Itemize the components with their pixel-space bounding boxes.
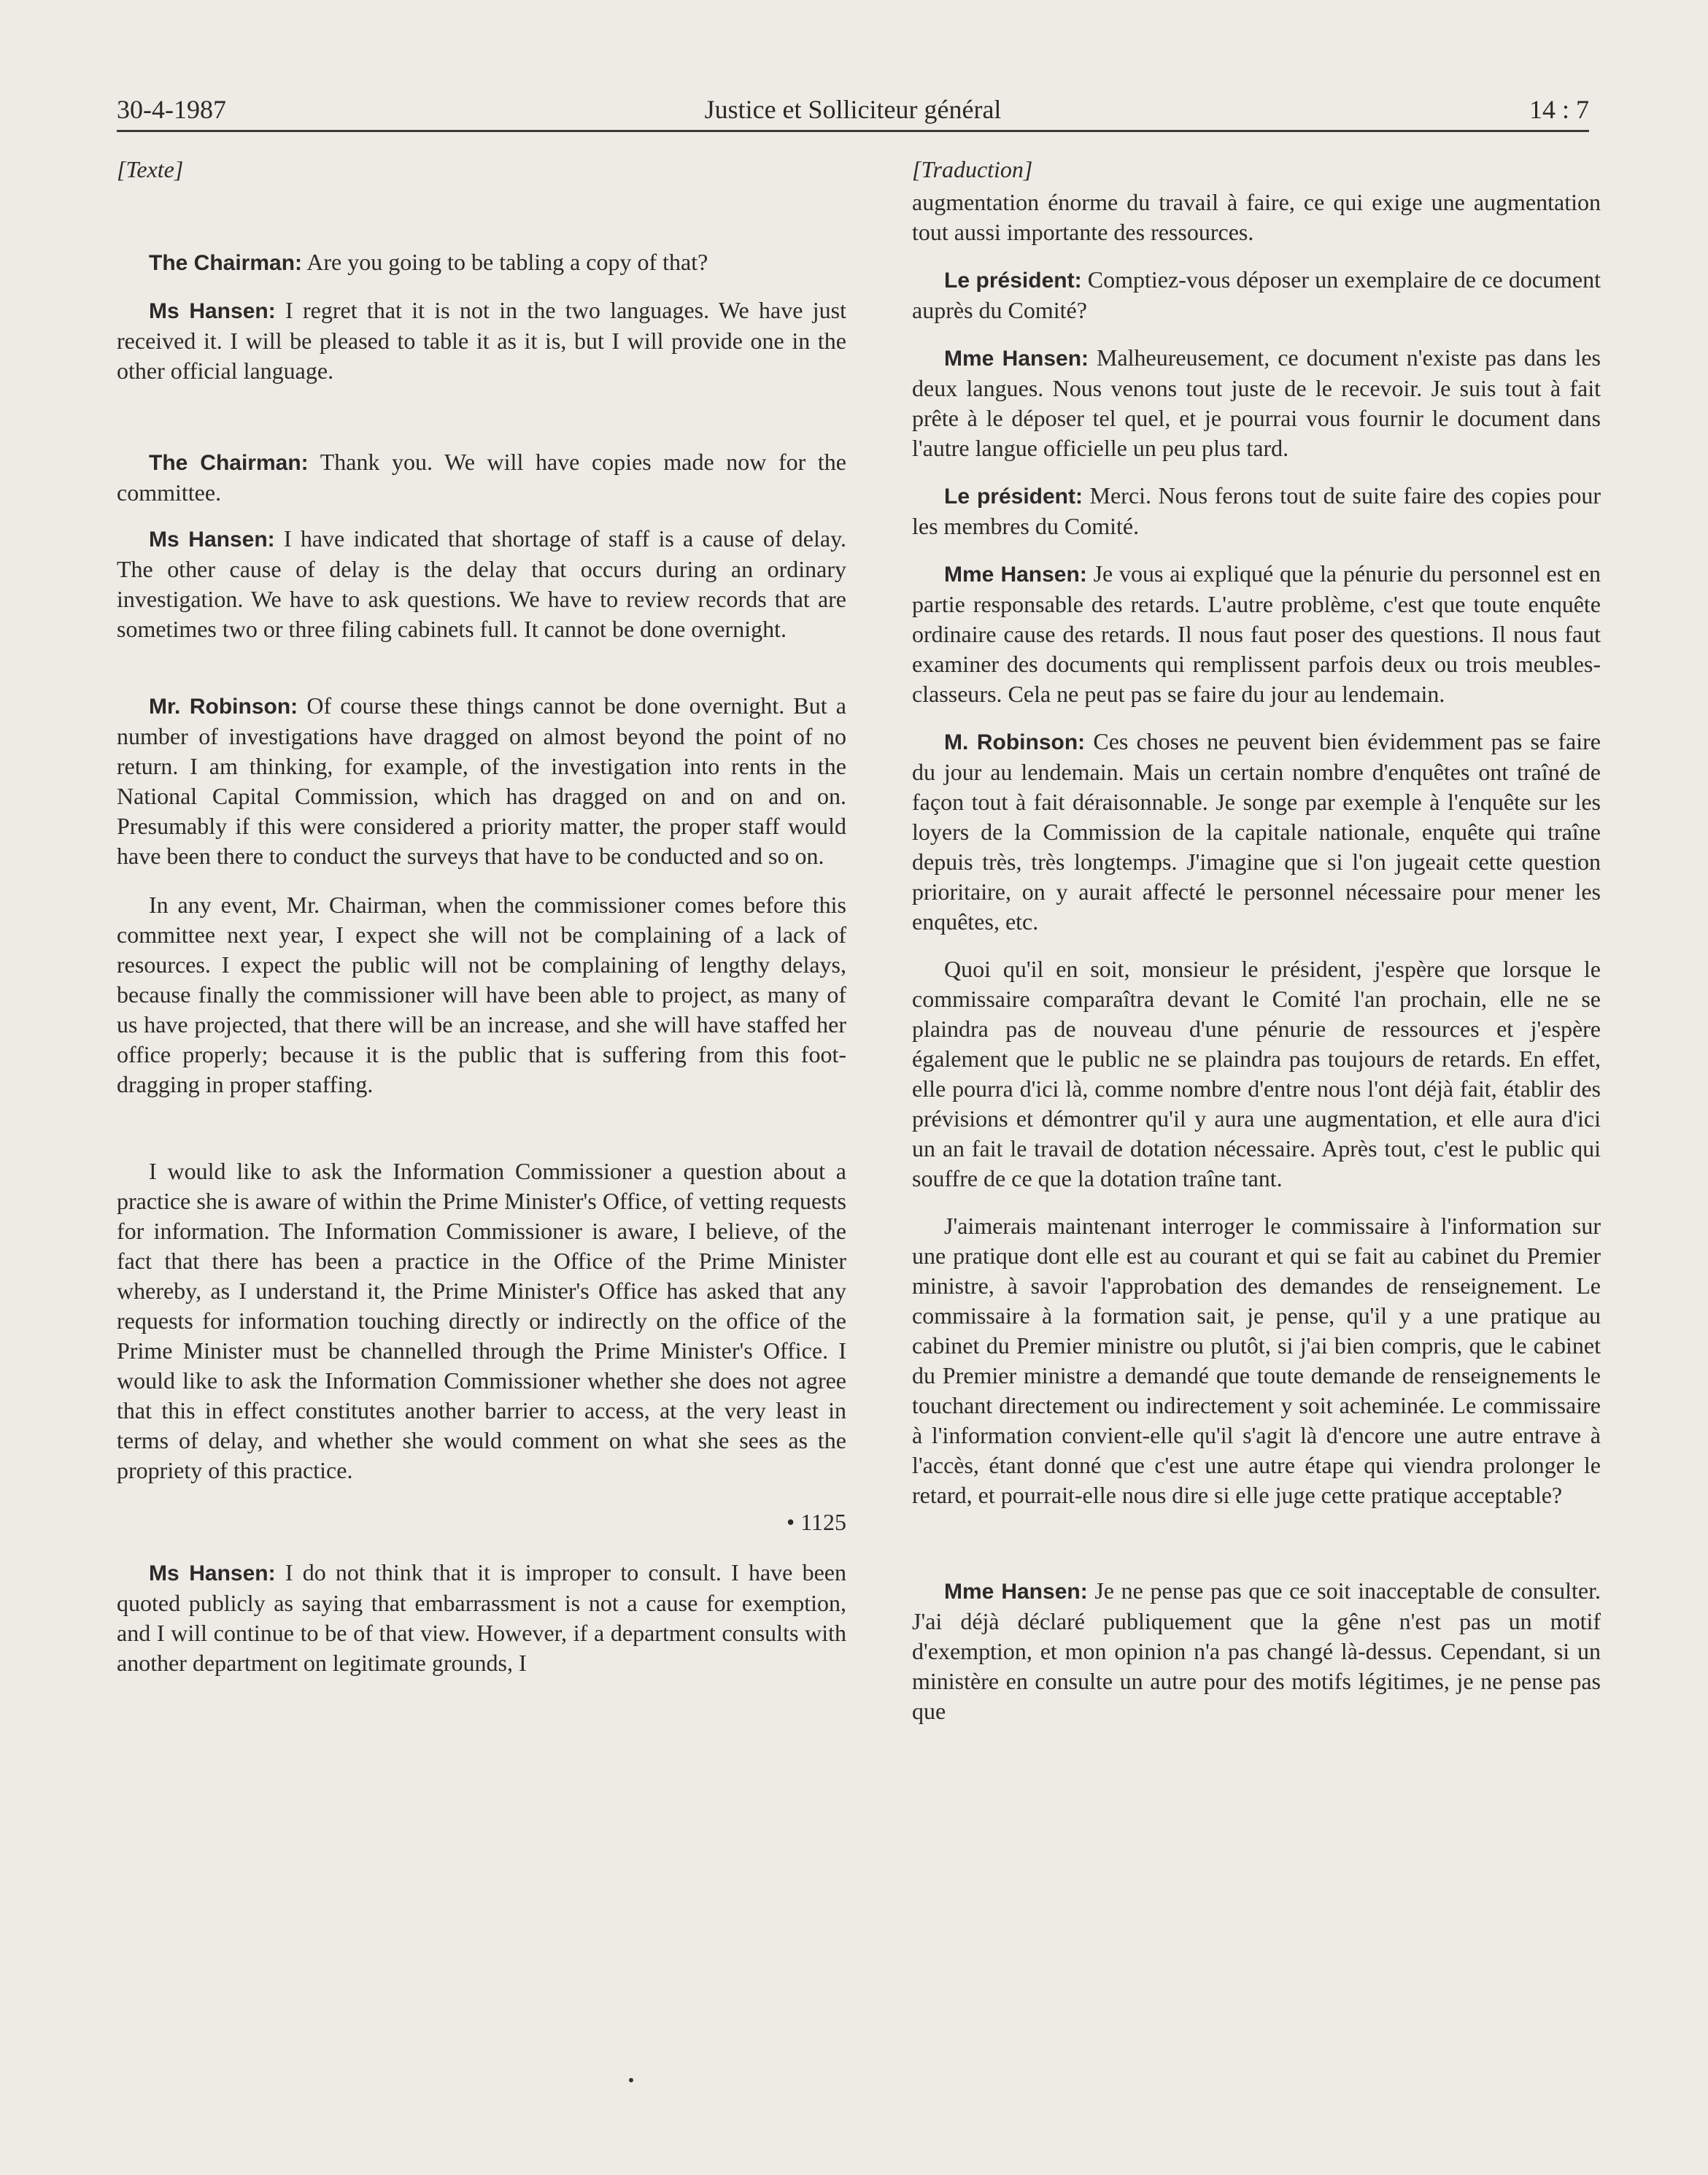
header-page-number: 14 : 7 xyxy=(1529,95,1589,124)
paragraph-hansen-3 xyxy=(117,1558,846,1678)
paragraph-robinson-fr-3: J'aimerais maintenant interroger le commissaire à l'information sur une pratique dont elle est au courant et qui se fait au cabinet du Premier ministre, à savoir l'approbation des demandes de renseignement. Le commissaire à la formation sait, je pense, qu'il y a une pratique au cabinet du Premier ministre ou plutôt, si j'ai bien compris, que le cabinet du Premier ministre a demandé que toute demande de renseignements le touchant directement ou indirectement y soit acheminée. Le commissaire à l'information convient-elle qu'il s'agit là d'encore une autre entrave à l'accès, étant donné que c'est une autre étape qui viendra prolonger le retard, et pourrait-elle nous dire si elle juge cette pratique acceptable? xyxy=(912,1213,1601,1508)
section-label-traduction: [Traduction] xyxy=(912,156,1033,182)
speaker-name: Mme Hansen: xyxy=(944,1580,1088,1604)
speech-text: Malheureusement, ce document n'existe pas dans les deux langues. Nous venons tout juste de le recevoir. Je suis tout à fait prête à le déposer tel quel, et je pourrai vous fournir le document dans l'autre langue officielle un peu plus tard. xyxy=(912,344,1601,461)
speech-text: Thank you. We will have copies made now for the committee. xyxy=(117,449,847,506)
page-dot xyxy=(629,2078,633,2082)
paragraph-president-2 xyxy=(912,481,1601,541)
speech-text: Comptiez-vous déposer un exemplaire de ce document auprès du Comité? xyxy=(912,266,1601,323)
english-column xyxy=(117,155,846,1678)
speaker-name: Mme Hansen: xyxy=(944,347,1089,371)
paragraph-president-1 xyxy=(912,265,1601,325)
paragraph-robinson-1 xyxy=(117,691,846,871)
paragraph-robinson-2: In any event, Mr. Chairman, when the commissioner comes before this committee next year, I expect she will not be complaining of a lack of resources. I expect the public will not be complaining of lengthy delays, because finally the commissioner will have been able to project, as many of us have projected, that there will be an increase, and she will have staffed her office properly; because it is the public that is suffering from this foot-dragging in proper staffing. xyxy=(117,892,846,1097)
speaker-name: M. Robinson: xyxy=(944,730,1086,754)
speech-text: Ces choses ne peuvent bien évidemment pas se faire du jour au lendemain. Mais un certain nombre d'enquêtes ont traîné de façon tout à fait déraisonnable. Je songe par exemple à l'enquête sur les loyers de la Commission de la capitale nationale, enquête qui traîne depuis très, très longtemps. J'imagine que si l'on jugeait cette question prioritaire, on y aurait affecté le personnel nécessaire pour mener les enquêtes, etc. xyxy=(912,728,1601,935)
paragraph-robinson-fr-2: Quoi qu'il en soit, monsieur le président, j'espère que lorsque le commissaire comparaîtra devant le Comité l'an prochain, elle ne se plaindra pas de nouveau d'une pénurie de ressources et j'espère également que le public ne se plaindra pas toujours de retards. En effet, elle pourra d'ici là, comme nombre d'entre nous l'ont déjà fait, établir des prévisions et démontrer qu'il y aura une augmentation, et elle aura d'ici un an fait le travail de dotation nécessaire. Après tout, c'est le public qui souffre de ce que la dotation traîne tant. xyxy=(912,956,1601,1191)
speaker-name: Mr. Robinson: xyxy=(149,695,298,719)
paragraph-continuation: augmentation énorme du travail à faire, ce qui exige une augmentation tout aussi importante des ressources. xyxy=(912,189,1601,245)
speaker-name: Ms Hansen: xyxy=(149,528,275,552)
speaker-name: Ms Hansen: xyxy=(149,1561,276,1585)
speaker-name: Mme Hansen: xyxy=(944,563,1087,587)
paragraph-hansen-1 xyxy=(117,295,846,386)
time-marker: • 1125 xyxy=(786,1509,846,1535)
speech-text: Je vous ai expliqué que la pénurie du personnel est en partie responsable des retards. L'autre problème, c'est que toute enquête ordinaire cause des retards. Il nous faut poser des questions. Il nous faut examiner des documents qui remplissent parfois deux ou trois meubles-classeurs. Cela ne peut pas se faire du jour au lendemain. xyxy=(912,560,1601,707)
speaker-name: Le président: xyxy=(944,269,1082,293)
speech-text: I have indicated that shortage of staff is a cause of delay. The other cause of delay is the delay that occurs during an ordinary investigation. We have to ask questions. We have to review records that are sometimes two or three filing cabinets full. It cannot be done overnight. xyxy=(117,525,846,642)
header-title: Justice et Solliciteur général xyxy=(704,95,1002,124)
paragraph-hansen-fr-1 xyxy=(912,343,1601,463)
speaker-name: Le président: xyxy=(944,484,1083,509)
section-label-texte: [Texte] xyxy=(117,156,184,182)
paragraph-hansen-fr-3 xyxy=(912,1576,1601,1726)
paragraph-hansen-2 xyxy=(117,524,846,644)
speaker-name: The Chairman: xyxy=(149,451,309,475)
speaker-name: Ms Hansen: xyxy=(149,299,276,323)
page-header xyxy=(117,86,1589,132)
paragraph-chairman-1 xyxy=(117,247,846,278)
header-date: 30-4-1987 xyxy=(117,95,226,124)
speech-text: Of course these things cannot be done overnight. But a number of investigations have dragged on almost beyond the point of no return. I am thinking, for example, of the investigation into rents in the National Capital Commission, which has dragged on and on and on. Presumably if this were considered a priority matter, the proper staff would have been there to conduct the surveys that have to be conducted and so on. xyxy=(117,692,847,869)
paragraph-robinson-fr-1 xyxy=(912,727,1601,937)
french-column xyxy=(912,155,1601,1726)
speaker-name: The Chairman: xyxy=(149,251,303,275)
speech-text: Merci. Nous ferons tout de suite faire des copies pour les membres du Comité. xyxy=(912,482,1601,539)
speech-text: I do not think that it is improper to consult. I have been quoted publicly as saying that embarrassment is not a cause for exemption, and I will continue to be of that view. However, if a department consults with another department on legitimate grounds, I xyxy=(117,1559,846,1676)
speech-text: Je ne pense pas que ce soit inacceptable de consulter. J'ai déjà déclaré publiquement que la gêne n'est pas un motif d'exemption, et mon opinion n'a pas changé là-dessus. Cependant, si un ministère en consulte un autre pour des motifs légitimes, je ne pense pas que xyxy=(912,1577,1601,1724)
paragraph-chairman-2 xyxy=(117,447,846,508)
speech-text: Are you going to be tabling a copy of that? xyxy=(302,249,708,275)
paragraph-robinson-3: I would like to ask the Information Commissioner a question about a practice she is aware of within the Prime Minister's Office, of vetting requests for information. The Information Commissioner is aware, I believe, of the fact that there has been a practice in the Office of the Prime Minister whereby, as I understand it, the Prime Minister's Office has asked that any requests for information touching directly or indirectly on the office of the Prime Minister must be channelled through the Prime Minister's Office. I would like to ask the Information Commissioner whether she does not agree that this in effect constitutes another barrier to access, at the very least in terms of delay, and whether she would comment on what she sees as the propriety of this practice. xyxy=(117,1158,846,1483)
paragraph-hansen-fr-2 xyxy=(912,559,1601,709)
speech-text: I regret that it is not in the two languages. We have just received it. I will be pleased to table it as it is, but I will provide one in the other official language. xyxy=(117,297,847,384)
